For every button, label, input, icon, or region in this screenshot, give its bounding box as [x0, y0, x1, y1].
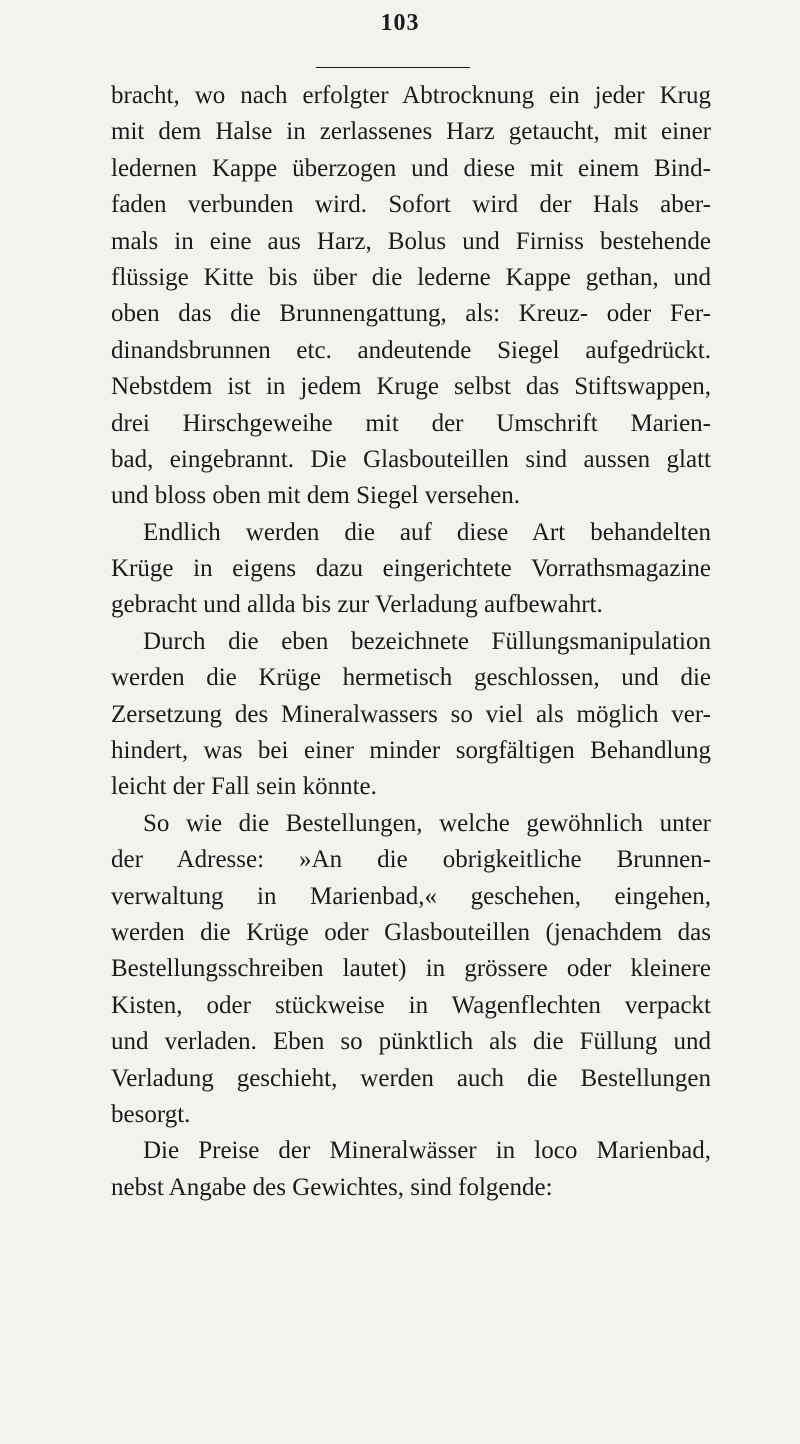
text-line: gebracht und allda bis zur Verladung aufbewahrt. [111, 591, 603, 619]
text-line: faden verbunden wird. Sofort wird der Hals aber- [111, 191, 711, 219]
text-line: besorgt. [111, 1100, 191, 1128]
text-line: oben das die Brunnengattung, als: Kreuz- oder Fer- [111, 300, 711, 328]
text-line: Nebstdem ist in jedem Kruge selbst das Stiftswappen, [111, 373, 711, 401]
text-line: mals in eine aus Harz, Bolus und Firniss bestehende [111, 227, 711, 255]
text-line: Endlich werden die auf diese Art behandelten [143, 518, 711, 546]
text-line: verwaltung in Marienbad,« geschehen, eingehen, [111, 882, 711, 910]
text-line: flüssige Kitte bis über die lederne Kappe gethan, und [111, 263, 711, 291]
text-line: werden die Krüge oder Glasbouteillen (jenachdem das [111, 918, 711, 946]
text-line: und verladen. Eben so pünktlich als die Füllung und [111, 1028, 711, 1056]
text-line: werden die Krüge hermetisch geschlossen, und die [111, 664, 711, 692]
text-line: der Adresse: »An die obrigkeitliche Brunnen- [111, 846, 711, 874]
text-line: Die Preise der Mineralwässer in loco Marienbad, [143, 1137, 711, 1165]
text-line: nebst Angabe des Gewichtes, sind folgende: [111, 1173, 553, 1201]
text-line: mit dem Halse in zerlassenes Harz getaucht, mit einer [111, 118, 711, 146]
text-line: leicht der Fall sein könnte. [111, 773, 377, 801]
text-line: hindert, was bei einer minder sorgfältigen Behandlung [111, 737, 711, 765]
page-number: 103 [380, 10, 420, 36]
text-line: Durch die eben bezeichnete Füllungsmanipulation [143, 627, 711, 655]
text-line: Zersetzung des Mineralwassers so viel als möglich ver- [111, 700, 711, 728]
text-line: und bloss oben mit dem Siegel versehen. [111, 482, 520, 510]
text-line: Kisten, oder stückweise in Wagenflechten verpackt [111, 991, 711, 1019]
text-line: Verladung geschieht, werden auch die Bestellungen [111, 1064, 711, 1092]
body-text [111, 78, 711, 1206]
header-rule [316, 67, 470, 68]
text-line: bracht, wo nach erfolgter Abtrocknung ein jeder Krug [111, 82, 711, 109]
text-line: drei Hirschgeweihe mit der Umschrift Marien- [111, 409, 711, 437]
text-line: ledernen Kappe überzogen und diese mit einem Bind- [111, 154, 711, 182]
text-line: bad, eingebrannt. Die Glasbouteillen sind aussen glatt [111, 445, 711, 473]
text-line: Krüge in eigens dazu eingerichtete Vorrathsmagazine [111, 555, 711, 583]
text-line: So wie die Bestellungen, welche gewöhnlich unter [143, 809, 711, 837]
text-line: Bestellungsschreiben lautet) in grössere oder kleinere [111, 955, 711, 983]
text-line: dinandsbrunnen etc. andeutende Siegel aufgedrückt. [111, 336, 711, 364]
